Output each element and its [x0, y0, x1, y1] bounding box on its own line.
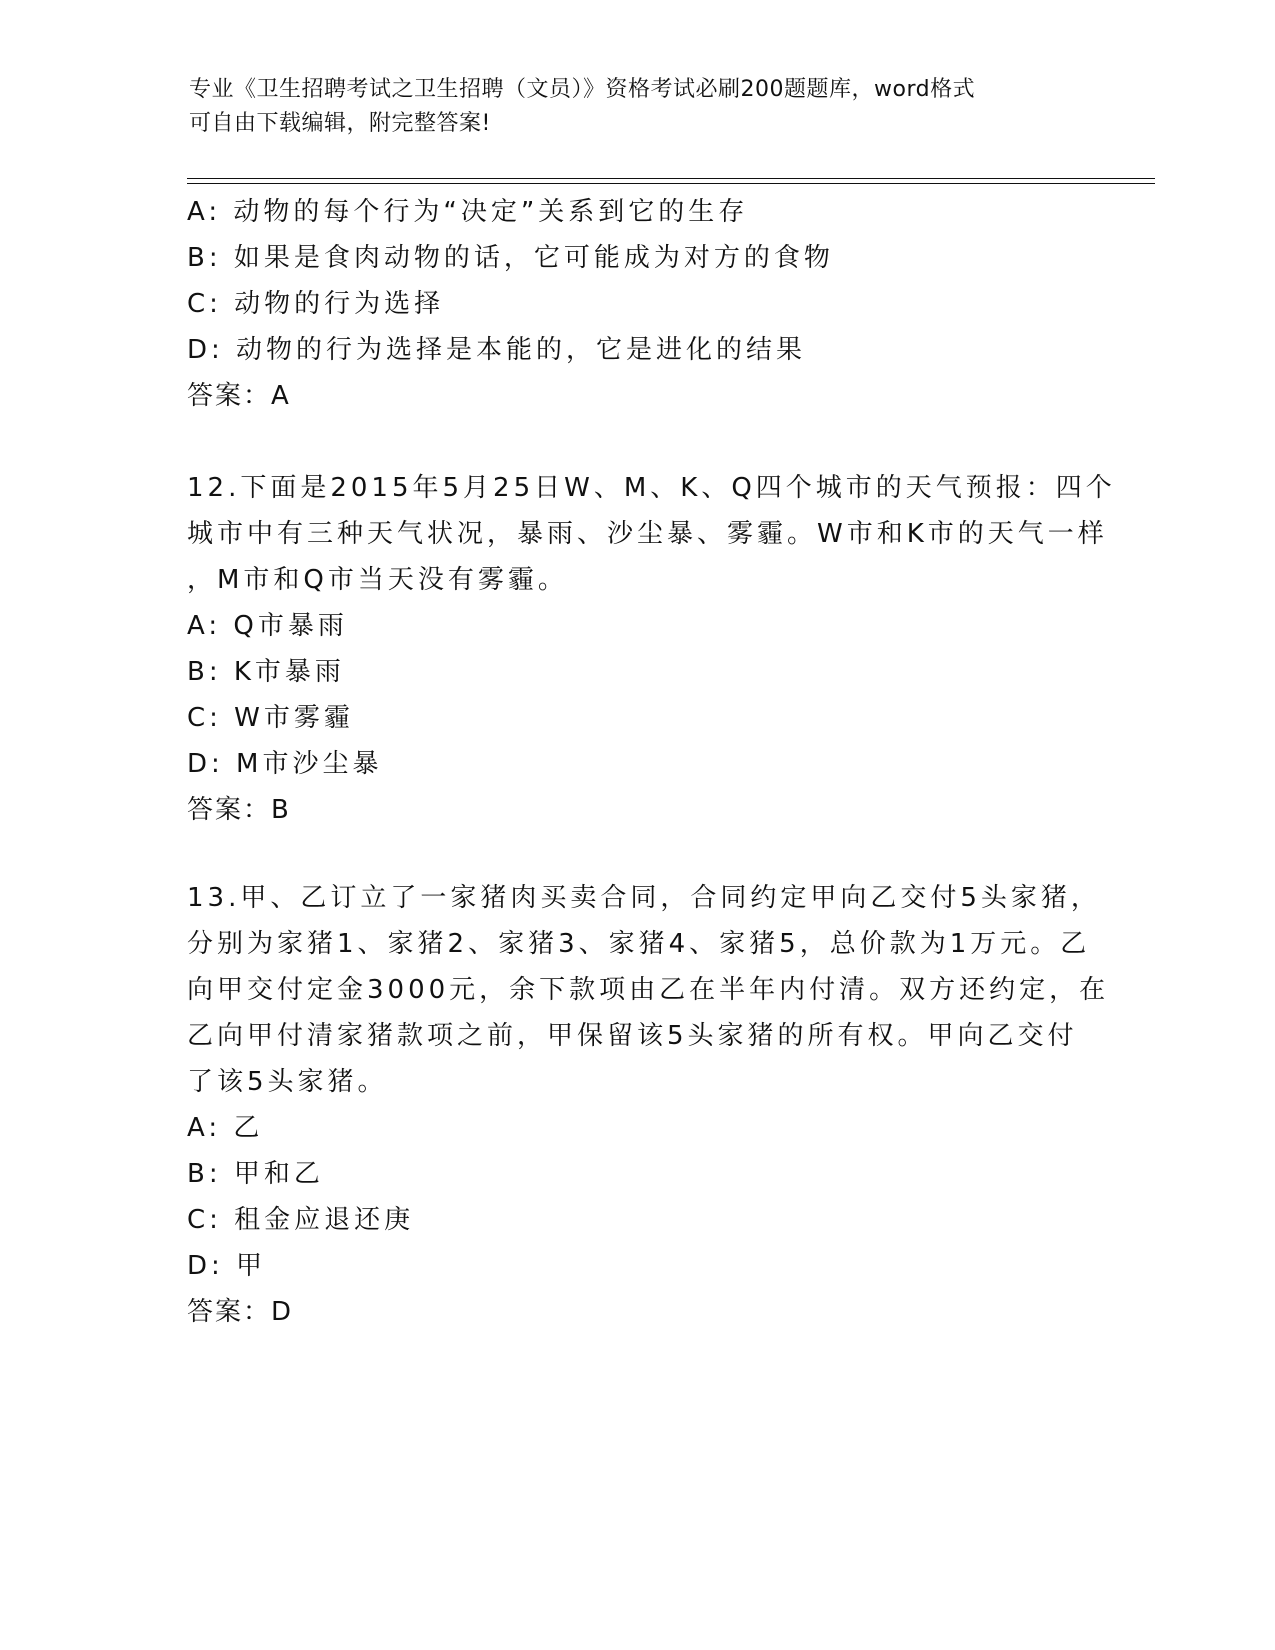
question-stem-line: 乙向甲付清家猪款项之前，甲保留该5头家猪的所有权。甲向乙交付: [187, 1021, 1078, 1051]
option-c: C: W市雾霾: [187, 703, 354, 733]
option-b: B: K市暴雨: [187, 657, 345, 687]
header-rule-top: [187, 178, 1155, 179]
header-line-2: 可自由下载编辑，附完整答案!: [189, 111, 491, 136]
question-stem-line: 12.下面是2015年5月25日W、M、K、Q四个城市的天气预报：四个: [187, 473, 1116, 503]
question-stem-line: 分别为家猪1、家猪2、家猪3、家猪4、家猪5，总价款为1万元。乙: [187, 929, 1091, 959]
option-d: D: M市沙尘暴: [187, 749, 383, 779]
option-b: B: 如果是食肉动物的话，它可能成为对方的食物: [187, 243, 834, 273]
answer-line: 答案：D: [187, 1297, 294, 1327]
question-stem-line: 城市中有三种天气状况，暴雨、沙尘暴、雾霾。W市和K市的天气一样: [187, 519, 1108, 549]
option-a: A: 动物的每个行为“决定”关系到它的生存: [187, 197, 749, 227]
question-stem-line: ，M市和Q市当天没有雾霾。: [187, 565, 568, 595]
option-a: A: Q市暴雨: [187, 611, 348, 641]
option-a: A: 乙: [187, 1113, 264, 1143]
answer-line: 答案：B: [187, 795, 291, 825]
question-block-1: [187, 189, 1087, 419]
option-c: C: 动物的行为选择: [187, 289, 445, 319]
answer-line: 答案：A: [187, 381, 291, 411]
option-c: C: 租金应退还庚: [187, 1205, 415, 1235]
question-stem-line: 了该5头家猪。: [187, 1067, 388, 1097]
header-rule-bottom: [187, 183, 1155, 184]
document-header: [189, 73, 1089, 141]
option-d: D: 甲: [187, 1251, 267, 1281]
question-block-12: [187, 465, 1116, 833]
question-block-13: [187, 875, 1110, 1335]
option-b: B: 甲和乙: [187, 1159, 324, 1189]
question-stem-line: 13.甲、乙订立了一家猪肉买卖合同，合同约定甲向乙交付5头家猪，: [187, 883, 1101, 913]
header-line-1: 专业《卫生招聘考试之卫生招聘（文员）》资格考试必刷200题题库，word格式: [189, 77, 976, 102]
option-d: D: 动物的行为选择是本能的，它是进化的结果: [187, 335, 807, 365]
question-stem-line: 向甲交付定金3000元，余下款项由乙在半年内付清。双方还约定，在: [187, 975, 1110, 1005]
